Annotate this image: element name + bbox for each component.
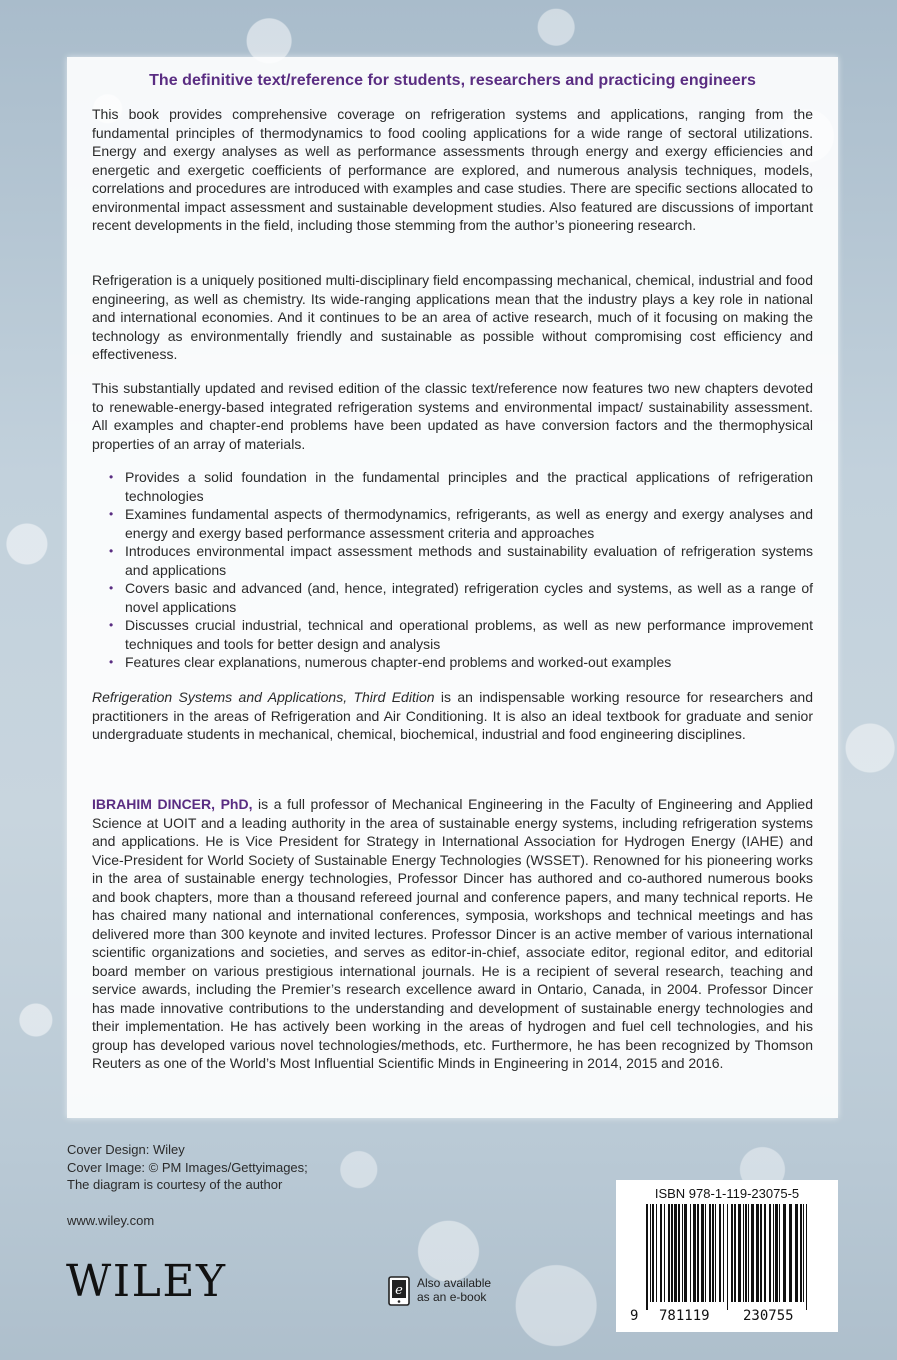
barcode-bar	[756, 1204, 759, 1302]
barcode-bar	[719, 1204, 721, 1302]
barcode-bar	[769, 1204, 771, 1302]
svg-text:e: e	[395, 1283, 403, 1298]
barcode-bar	[646, 1204, 648, 1310]
barcode-bar	[789, 1204, 792, 1302]
barcode-digit-first: 9	[630, 1308, 639, 1324]
feature-list	[92, 468, 813, 672]
barcode-bar	[745, 1204, 747, 1302]
diagram-credit: The diagram is courtesy of the author	[67, 1177, 283, 1192]
list-item: • Examines fundamental aspects of thermodynamics, refrigerants, as well as energy and exergy analyses and energy and exergy based performance assessment criteria and approaches	[109, 506, 813, 541]
barcode-digit-group2: 230755	[743, 1308, 794, 1324]
edition-paragraph: This substantially updated and revised edition of the classic text/reference now features two new chapters devoted to renewable-energy-based integrated refrigeration systems and environmental impact/ sustainability assessment. All examples and chapter-end problems have been updated as have conversion factors and the thermophysical properties of an array of materials.	[92, 380, 813, 452]
bullet-icon: •	[109, 618, 114, 632]
barcode-bar	[674, 1204, 677, 1302]
bullet-icon: •	[109, 507, 114, 521]
barcode-bar	[806, 1204, 807, 1310]
barcode-bar	[779, 1204, 780, 1302]
bullet-icon: •	[109, 544, 114, 558]
barcode-bar	[678, 1204, 680, 1302]
list-item: • Features clear explanations, numerous chapter-end problems and worked-out examples	[109, 654, 672, 670]
book-title: Refrigeration Systems and Applications, Third Edition	[92, 689, 435, 705]
barcode-bar	[671, 1204, 673, 1302]
barcode-bar	[650, 1204, 651, 1302]
cover-image-credit: Cover Image: © PM Images/Gettyimages;	[67, 1159, 308, 1175]
bullet-icon: •	[109, 470, 114, 484]
barcode-bar	[773, 1204, 774, 1302]
isbn-barcode	[616, 1180, 838, 1332]
list-item: • Covers basic and advanced (and, hence, integrated) refrigeration cycles and systems, as well as a range of novel applications	[109, 580, 813, 615]
ebook-text: Also available as an e-book	[417, 1276, 492, 1304]
barcode-bar	[775, 1204, 778, 1302]
bullet-icon: •	[109, 655, 114, 669]
list-item: • Discusses crucial industrial, technical and operational problems, as well as new performance improvement techniques and tools for better design and analysis	[109, 617, 813, 652]
ebook-notice	[388, 1275, 518, 1313]
barcode-bar	[652, 1204, 654, 1302]
barcode-bar	[712, 1204, 714, 1302]
barcode-bar	[660, 1204, 662, 1302]
barcode-bar	[682, 1204, 683, 1302]
author-name: IBRAHIM DINCER, PhD,	[92, 796, 253, 812]
barcode-bar	[705, 1204, 706, 1302]
barcode-bar	[656, 1204, 657, 1302]
barcode-bar	[701, 1204, 704, 1302]
headline: The definitive text/reference for students, researchers and practicing engineers	[149, 72, 756, 89]
barcode-bar	[668, 1204, 670, 1302]
barcode-bar	[764, 1204, 766, 1302]
barcode-bar	[690, 1204, 691, 1302]
barcode-bar	[795, 1204, 798, 1302]
barcode-bar	[697, 1204, 699, 1302]
cover-credits	[67, 1141, 308, 1194]
description-panel	[67, 57, 838, 1118]
isbn-label: ISBN 978-1-119-23075-5	[654, 1186, 800, 1201]
barcode-bar	[743, 1204, 744, 1302]
barcode-bar	[693, 1204, 696, 1302]
barcode-bar	[715, 1204, 716, 1302]
barcode-bar	[738, 1204, 741, 1302]
barcode-bar	[760, 1204, 762, 1302]
barcode-bar	[734, 1204, 736, 1302]
barcode-bar	[727, 1204, 728, 1310]
barcode-digit-group1: 781119	[659, 1308, 710, 1324]
barcode-bar	[803, 1204, 804, 1302]
list-item: • Introduces environmental impact assessment methods and sustainability evaluation of refrigeration systems and applications	[109, 543, 813, 578]
barcode-bar	[709, 1204, 711, 1302]
barcode-bar	[800, 1204, 802, 1302]
intro-paragraph: This book provides comprehensive coverage on refrigeration systems and applications, ranging from the fundamental principles of thermodynamics to food cooling applications for a wide range of sectoral utilizations. Energy and exergy analyses as well as performance assessments through energy and exergy efficiencies and energetic and exergetic coefficients of performance are explored, and numerous analysis techniques, models, correlations and procedures are introduced with examples and case studies. There are specific sections allocated to environmental impact assessment and sustainable development studies. Also featured are discussions of important recent developments in the field, including those stemming from the author’s pioneering research.	[92, 106, 813, 233]
bullet-icon: •	[109, 581, 114, 595]
list-item: • Provides a solid foundation in the fundamental principles and the practical applications of refrigeration technologies	[109, 469, 813, 504]
barcode-bar	[684, 1204, 687, 1302]
barcode-bar	[664, 1204, 665, 1302]
summary-paragraph: Refrigeration Systems and Applications, Third Edition is an indispensable working resource for researchers and practitioners in the areas of Refrigeration and Air Conditioning. It is also an ideal textbook for graduate and senior undergraduate students in mechanical, chemical, biochemical, industrial and food engineering disciplines.	[92, 689, 813, 742]
ebook-icon	[388, 1276, 410, 1306]
author-bio: IBRAHIM DINCER, PhD, is a full professor of Mechanical Engineering in the Faculty of Engineering and Applied Science at UOIT and a leading authority in the area of sustainable energy systems, including refrigeration systems and applications. He is Vice President for Strategy in International Association for Hydrogen Energy (IAHE) and Vice-President for World Society of Sustainable Energy Technologies (WSSET). Renowned for his pioneering works in the area of sustainable energy technologies, Professor Dincer has authored and co-authored numerous books and book chapters, more than a thousand refereed journal and conference papers, and many technical reports. He has chaired many national and international conferences, symposia, workshops and technical meetings and has delivered more than 300 keynote and invited lectures. Professor Dincer is an active member of various international scientific organizations and societies, and serves as editor-in-chief, associate editor, regional editor, and editorial board member on various prestigious international journals. He is a recipient of several research, teaching and service awards, including the Premier’s research excellence award in Ontario, Canada, in 2004. Professor Dincer has made innovative contributions to the understanding and development of sustainable energy technologies and their implementation. He has actively been working in the areas of hydrogen and fuel cell technologies, and his group has developed various novel technologies/methods, etc. Furthermore, he has been recognized by Thomson Reuters as one of the World’s Most Influential Scientific Minds in Engineering in 2014, 2015 and 2016.	[92, 796, 813, 1071]
barcode-bar	[731, 1204, 733, 1302]
barcode-bar	[748, 1204, 749, 1302]
cover-design-credit: Cover Design: Wiley	[67, 1142, 185, 1157]
field-paragraph: Refrigeration is a uniquely positioned multi-disciplinary field encompassing mechanical, chemical, industrial and food engineering, as well as chemistry. Its wide-ranging applications mean that the industry plays a key role in national and international economies. And it continues to be an area of active research, much of it focusing on making the technology as environmentally friendly and sustainable as possible without compromising cost efficiency and effectiveness.	[92, 272, 813, 362]
barcode-bars	[646, 1204, 811, 1310]
barcode-bar	[723, 1204, 724, 1302]
barcode-bar	[751, 1204, 754, 1302]
publisher-website[interactable]: www.wiley.com	[67, 1213, 155, 1228]
wiley-logo: WILEY	[66, 1256, 227, 1307]
barcode-bar	[783, 1204, 786, 1302]
